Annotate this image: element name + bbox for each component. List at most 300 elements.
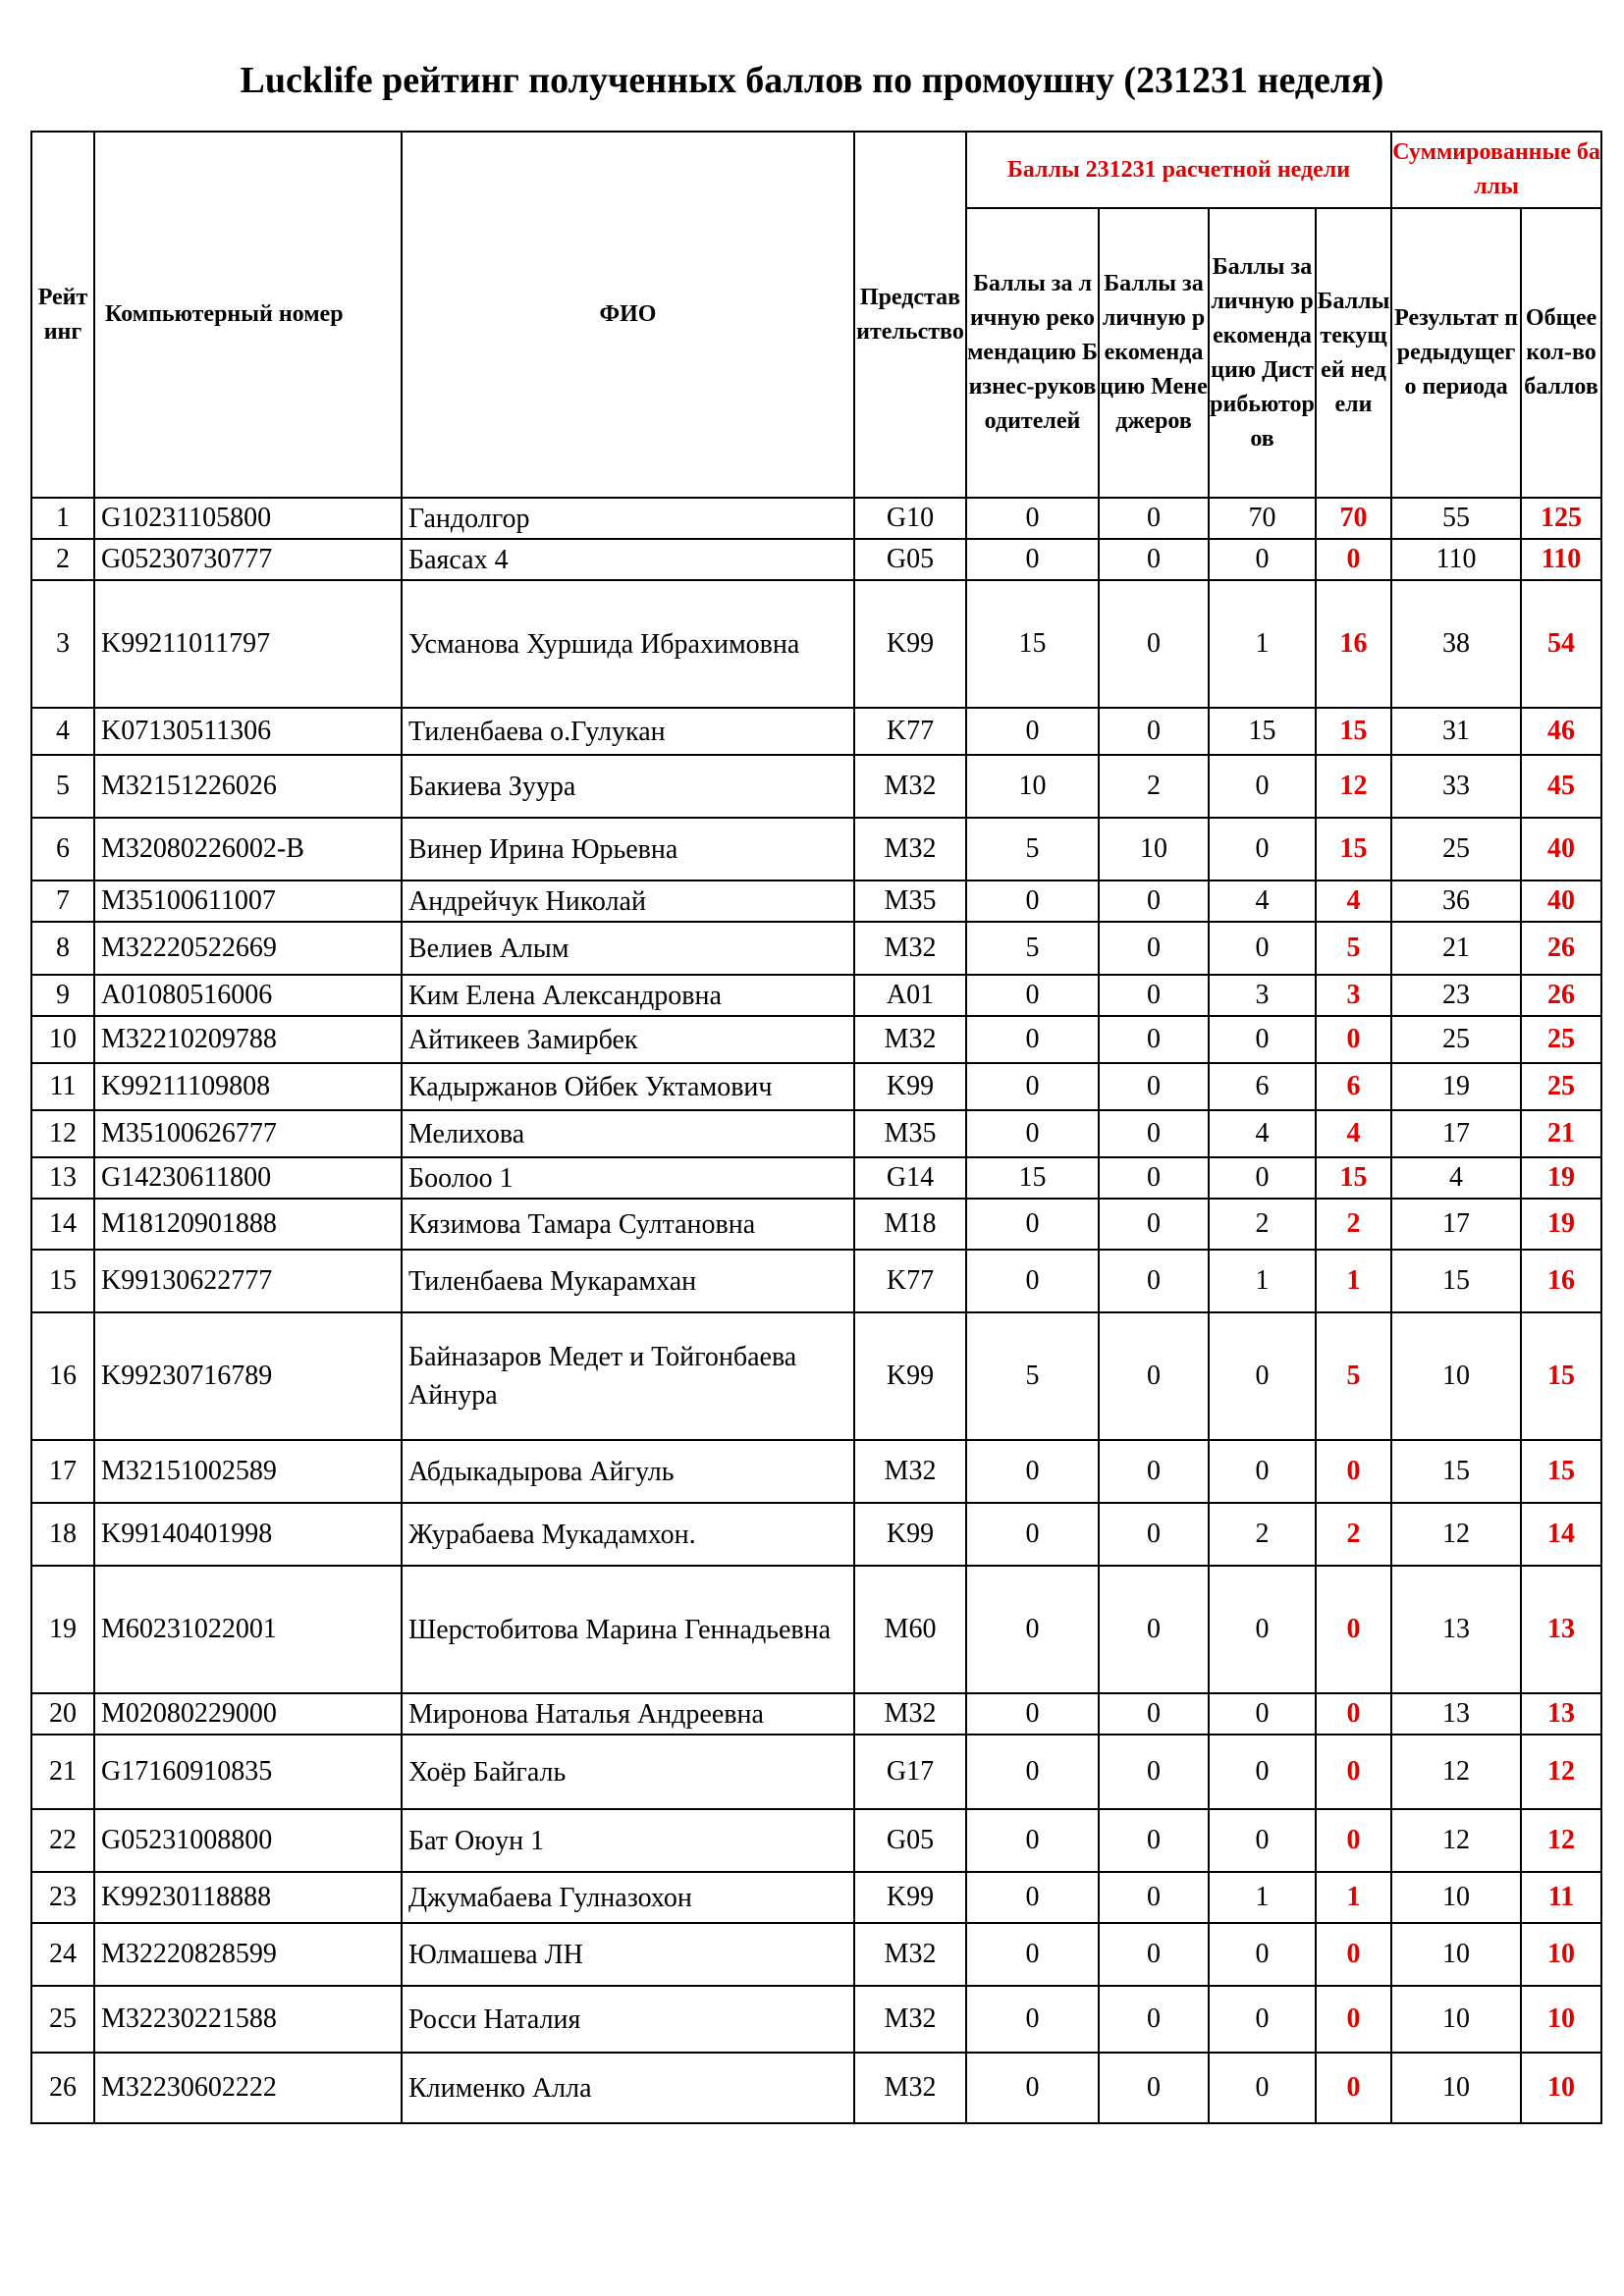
current-week-points-cell: 2 xyxy=(1316,1503,1391,1566)
total-points-cell: 21 xyxy=(1521,1110,1601,1157)
representation-cell: M32 xyxy=(854,1440,966,1503)
biz-manager-points-cell: 0 xyxy=(966,1063,1099,1110)
distributor-points-cell: 4 xyxy=(1209,1110,1316,1157)
rank-cell: 21 xyxy=(31,1735,94,1809)
current-week-points-cell: 16 xyxy=(1316,580,1391,708)
computer-number-cell: K99230716789 xyxy=(94,1312,402,1440)
representation-cell: M35 xyxy=(854,881,966,922)
computer-number-cell: K99211011797 xyxy=(94,580,402,708)
previous-period-cell: 17 xyxy=(1391,1199,1521,1250)
representation-cell: K99 xyxy=(854,1312,966,1440)
computer-number-cell: G17160910835 xyxy=(94,1735,402,1809)
table-row xyxy=(31,708,1601,755)
total-points-cell: 25 xyxy=(1521,1016,1601,1063)
distributor-points-cell: 0 xyxy=(1209,1016,1316,1063)
total-points-cell: 26 xyxy=(1521,975,1601,1016)
table-row xyxy=(31,1923,1601,1986)
fio-cell: Велиев Алым xyxy=(402,922,854,975)
table-row xyxy=(31,1503,1601,1566)
manager-points-cell: 0 xyxy=(1099,1693,1209,1735)
biz-manager-points-cell: 0 xyxy=(966,539,1099,580)
fio-cell: Байназаров Медет и Тойгонбаева Айнура xyxy=(402,1312,854,1440)
distributor-points-cell: 0 xyxy=(1209,2053,1316,2123)
rank-cell: 5 xyxy=(31,755,94,818)
representation-cell: M32 xyxy=(854,1693,966,1735)
fio-cell: Усманова Хуршида Ибрахимовна xyxy=(402,580,854,708)
rank-cell: 3 xyxy=(31,580,94,708)
previous-period-cell: 10 xyxy=(1391,1312,1521,1440)
computer-number-cell: M18120901888 xyxy=(94,1199,402,1250)
rank-cell: 24 xyxy=(31,1923,94,1986)
biz-manager-points-cell: 0 xyxy=(966,1016,1099,1063)
biz-manager-points-cell: 10 xyxy=(966,755,1099,818)
representation-cell: M32 xyxy=(854,755,966,818)
manager-points-cell: 0 xyxy=(1099,881,1209,922)
total-points-cell: 10 xyxy=(1521,2053,1601,2123)
manager-points-cell: 0 xyxy=(1099,1250,1209,1312)
fio-cell: Бат Оюун 1 xyxy=(402,1809,854,1872)
computer-number-cell: K99211109808 xyxy=(94,1063,402,1110)
rank-cell: 16 xyxy=(31,1312,94,1440)
current-week-points-cell: 5 xyxy=(1316,1312,1391,1440)
computer-number-cell: K07130511306 xyxy=(94,708,402,755)
distributor-points-cell: 2 xyxy=(1209,1199,1316,1250)
representation-cell: M18 xyxy=(854,1199,966,1250)
total-points-cell: 10 xyxy=(1521,1923,1601,1986)
representation-cell: G05 xyxy=(854,1809,966,1872)
total-points-cell: 45 xyxy=(1521,755,1601,818)
header-sum-group: Суммированные баллы xyxy=(1391,132,1601,208)
previous-period-cell: 4 xyxy=(1391,1157,1521,1199)
distributor-points-cell: 0 xyxy=(1209,1693,1316,1735)
computer-number-cell: M32230602222 xyxy=(94,2053,402,2123)
distributor-points-cell: 0 xyxy=(1209,1809,1316,1872)
current-week-points-cell: 4 xyxy=(1316,1110,1391,1157)
computer-number-cell: G10231105800 xyxy=(94,498,402,539)
fio-cell: Кязимова Тамара Султановна xyxy=(402,1199,854,1250)
rank-cell: 6 xyxy=(31,818,94,881)
rank-cell: 9 xyxy=(31,975,94,1016)
fio-cell: Гандолгор xyxy=(402,498,854,539)
header-representation: Представительство xyxy=(854,132,966,498)
biz-manager-points-cell: 15 xyxy=(966,580,1099,708)
total-points-cell: 10 xyxy=(1521,1986,1601,2053)
biz-manager-points-cell: 0 xyxy=(966,1503,1099,1566)
total-points-cell: 26 xyxy=(1521,922,1601,975)
biz-manager-points-cell: 5 xyxy=(966,1312,1099,1440)
table-row xyxy=(31,975,1601,1016)
table-row xyxy=(31,818,1601,881)
rank-cell: 8 xyxy=(31,922,94,975)
current-week-points-cell: 1 xyxy=(1316,1250,1391,1312)
computer-number-cell: M32230221588 xyxy=(94,1986,402,2053)
previous-period-cell: 33 xyxy=(1391,755,1521,818)
representation-cell: M35 xyxy=(854,1110,966,1157)
total-points-cell: 15 xyxy=(1521,1440,1601,1503)
distributor-points-cell: 0 xyxy=(1209,818,1316,881)
rank-cell: 11 xyxy=(31,1063,94,1110)
fio-cell: Мелихова xyxy=(402,1110,854,1157)
manager-points-cell: 0 xyxy=(1099,498,1209,539)
computer-number-cell: G05230730777 xyxy=(94,539,402,580)
representation-cell: M32 xyxy=(854,1986,966,2053)
table-row xyxy=(31,1809,1601,1872)
distributor-points-cell: 15 xyxy=(1209,708,1316,755)
fio-cell: Миронова Наталья Андреевна xyxy=(402,1693,854,1735)
current-week-points-cell: 4 xyxy=(1316,881,1391,922)
table-row xyxy=(31,1986,1601,2053)
current-week-points-cell: 0 xyxy=(1316,1735,1391,1809)
biz-manager-points-cell: 0 xyxy=(966,881,1099,922)
total-points-cell: 40 xyxy=(1521,818,1601,881)
table-row xyxy=(31,2053,1601,2123)
current-week-points-cell: 0 xyxy=(1316,1016,1391,1063)
distributor-points-cell: 0 xyxy=(1209,1312,1316,1440)
total-points-cell: 12 xyxy=(1521,1809,1601,1872)
total-points-cell: 16 xyxy=(1521,1250,1601,1312)
biz-manager-points-cell: 0 xyxy=(966,1809,1099,1872)
current-week-points-cell: 12 xyxy=(1316,755,1391,818)
manager-points-cell: 0 xyxy=(1099,975,1209,1016)
manager-points-cell: 0 xyxy=(1099,1063,1209,1110)
manager-points-cell: 0 xyxy=(1099,1566,1209,1693)
total-points-cell: 19 xyxy=(1521,1157,1601,1199)
representation-cell: K99 xyxy=(854,1503,966,1566)
previous-period-cell: 36 xyxy=(1391,881,1521,922)
rank-cell: 15 xyxy=(31,1250,94,1312)
representation-cell: K99 xyxy=(854,1063,966,1110)
distributor-points-cell: 1 xyxy=(1209,1872,1316,1923)
fio-cell: Журабаева Мукадамхон. xyxy=(402,1503,854,1566)
table-row xyxy=(31,1693,1601,1735)
previous-period-cell: 12 xyxy=(1391,1503,1521,1566)
manager-points-cell: 0 xyxy=(1099,1986,1209,2053)
rank-cell: 22 xyxy=(31,1809,94,1872)
computer-number-cell: M60231022001 xyxy=(94,1566,402,1693)
distributor-points-cell: 1 xyxy=(1209,580,1316,708)
biz-manager-points-cell: 15 xyxy=(966,1157,1099,1199)
previous-period-cell: 12 xyxy=(1391,1809,1521,1872)
previous-period-cell: 23 xyxy=(1391,975,1521,1016)
total-points-cell: 11 xyxy=(1521,1872,1601,1923)
previous-period-cell: 38 xyxy=(1391,580,1521,708)
biz-manager-points-cell: 0 xyxy=(966,1250,1099,1312)
current-week-points-cell: 3 xyxy=(1316,975,1391,1016)
header-biz-manager-points: Баллы за личную рекомендацию Бизнес-руководителей xyxy=(966,208,1099,498)
distributor-points-cell: 0 xyxy=(1209,1923,1316,1986)
table-row xyxy=(31,1063,1601,1110)
previous-period-cell: 15 xyxy=(1391,1440,1521,1503)
manager-points-cell: 2 xyxy=(1099,755,1209,818)
rank-cell: 20 xyxy=(31,1693,94,1735)
representation-cell: M32 xyxy=(854,1923,966,1986)
rank-cell: 12 xyxy=(31,1110,94,1157)
distributor-points-cell: 70 xyxy=(1209,498,1316,539)
document-title: Lucklife рейтинг полученных баллов по промоушну (231231 неделя) xyxy=(240,60,1384,101)
distributor-points-cell: 3 xyxy=(1209,975,1316,1016)
biz-manager-points-cell: 0 xyxy=(966,1923,1099,1986)
biz-manager-points-cell: 0 xyxy=(966,1566,1099,1693)
header-current-week-points: Баллы текущей недели xyxy=(1316,208,1391,498)
fio-cell: Винер Ирина Юрьевна xyxy=(402,818,854,881)
representation-cell: K99 xyxy=(854,1872,966,1923)
total-points-cell: 13 xyxy=(1521,1566,1601,1693)
manager-points-cell: 0 xyxy=(1099,1923,1209,1986)
total-points-cell: 110 xyxy=(1521,539,1601,580)
total-points-cell: 25 xyxy=(1521,1063,1601,1110)
distributor-points-cell: 4 xyxy=(1209,881,1316,922)
biz-manager-points-cell: 0 xyxy=(966,1872,1099,1923)
manager-points-cell: 0 xyxy=(1099,1503,1209,1566)
table-row xyxy=(31,1250,1601,1312)
manager-points-cell: 0 xyxy=(1099,539,1209,580)
manager-points-cell: 0 xyxy=(1099,1872,1209,1923)
previous-period-cell: 19 xyxy=(1391,1063,1521,1110)
representation-cell: M32 xyxy=(854,922,966,975)
fio-cell: Баясах 4 xyxy=(402,539,854,580)
rank-cell: 10 xyxy=(31,1016,94,1063)
distributor-points-cell: 0 xyxy=(1209,1986,1316,2053)
header-row-group xyxy=(31,132,1601,208)
representation-cell: K77 xyxy=(854,1250,966,1312)
table-row xyxy=(31,1157,1601,1199)
fio-cell: Ким Елена Александровна xyxy=(402,975,854,1016)
current-week-points-cell: 5 xyxy=(1316,922,1391,975)
fio-cell: Джумабаева Гулназохон xyxy=(402,1872,854,1923)
table-row xyxy=(31,881,1601,922)
fio-cell: Юлмашева ЛН xyxy=(402,1923,854,1986)
previous-period-cell: 12 xyxy=(1391,1735,1521,1809)
manager-points-cell: 0 xyxy=(1099,1199,1209,1250)
fio-cell: Хоёр Байгаль xyxy=(402,1735,854,1809)
table-row xyxy=(31,1199,1601,1250)
biz-manager-points-cell: 0 xyxy=(966,1110,1099,1157)
biz-manager-points-cell: 0 xyxy=(966,1986,1099,2053)
current-week-points-cell: 0 xyxy=(1316,1566,1391,1693)
table-body xyxy=(31,498,1601,2123)
computer-number-cell: K99140401998 xyxy=(94,1503,402,1566)
previous-period-cell: 17 xyxy=(1391,1110,1521,1157)
rank-cell: 26 xyxy=(31,2053,94,2123)
fio-cell: Кадыржанов Ойбек Уктамович xyxy=(402,1063,854,1110)
computer-number-cell: K99130622777 xyxy=(94,1250,402,1312)
previous-period-cell: 10 xyxy=(1391,1986,1521,2053)
previous-period-cell: 25 xyxy=(1391,1016,1521,1063)
table-row xyxy=(31,498,1601,539)
current-week-points-cell: 0 xyxy=(1316,539,1391,580)
fio-cell: Боолоо 1 xyxy=(402,1157,854,1199)
table-row xyxy=(31,755,1601,818)
computer-number-cell: M32220522669 xyxy=(94,922,402,975)
table-row xyxy=(31,1440,1601,1503)
representation-cell: G05 xyxy=(854,539,966,580)
fio-cell: Айтикеев Замирбек xyxy=(402,1016,854,1063)
header-week-group: Баллы 231231 расчетной недели xyxy=(966,132,1391,208)
total-points-cell: 19 xyxy=(1521,1199,1601,1250)
biz-manager-points-cell: 0 xyxy=(966,2053,1099,2123)
representation-cell: M32 xyxy=(854,2053,966,2123)
table-row xyxy=(31,1872,1601,1923)
manager-points-cell: 0 xyxy=(1099,1016,1209,1063)
rank-cell: 23 xyxy=(31,1872,94,1923)
computer-number-cell: K99230118888 xyxy=(94,1872,402,1923)
previous-period-cell: 15 xyxy=(1391,1250,1521,1312)
previous-period-cell: 21 xyxy=(1391,922,1521,975)
header-computer-number: Компьютерный номер xyxy=(94,132,402,498)
fio-cell: Тиленбаева Мукарамхан xyxy=(402,1250,854,1312)
total-points-cell: 40 xyxy=(1521,881,1601,922)
biz-manager-points-cell: 0 xyxy=(966,1199,1099,1250)
manager-points-cell: 0 xyxy=(1099,1312,1209,1440)
computer-number-cell: M32210209788 xyxy=(94,1016,402,1063)
rank-cell: 13 xyxy=(31,1157,94,1199)
representation-cell: G17 xyxy=(854,1735,966,1809)
previous-period-cell: 13 xyxy=(1391,1693,1521,1735)
computer-number-cell: M35100611007 xyxy=(94,881,402,922)
table-row xyxy=(31,539,1601,580)
table-row xyxy=(31,1735,1601,1809)
fio-cell: Бакиева Зуура xyxy=(402,755,854,818)
rank-cell: 17 xyxy=(31,1440,94,1503)
previous-period-cell: 25 xyxy=(1391,818,1521,881)
table-row xyxy=(31,1110,1601,1157)
table-row xyxy=(31,1566,1601,1693)
rank-cell: 2 xyxy=(31,539,94,580)
current-week-points-cell: 0 xyxy=(1316,1693,1391,1735)
distributor-points-cell: 0 xyxy=(1209,1566,1316,1693)
current-week-points-cell: 15 xyxy=(1316,708,1391,755)
previous-period-cell: 13 xyxy=(1391,1566,1521,1693)
header-total-points: Общее кол-во баллов xyxy=(1521,208,1601,498)
table-row xyxy=(31,580,1601,708)
representation-cell: K77 xyxy=(854,708,966,755)
table-row xyxy=(31,1016,1601,1063)
fio-cell: Росси Наталия xyxy=(402,1986,854,2053)
header-previous-period: Результат предыдущего периода xyxy=(1391,208,1521,498)
computer-number-cell: M32080226002-B xyxy=(94,818,402,881)
distributor-points-cell: 6 xyxy=(1209,1063,1316,1110)
current-week-points-cell: 0 xyxy=(1316,2053,1391,2123)
previous-period-cell: 31 xyxy=(1391,708,1521,755)
representation-cell: M32 xyxy=(854,1016,966,1063)
manager-points-cell: 0 xyxy=(1099,1809,1209,1872)
fio-cell: Андрейчук Николай xyxy=(402,881,854,922)
computer-number-cell: A01080516006 xyxy=(94,975,402,1016)
rank-cell: 7 xyxy=(31,881,94,922)
manager-points-cell: 0 xyxy=(1099,2053,1209,2123)
distributor-points-cell: 0 xyxy=(1209,539,1316,580)
biz-manager-points-cell: 5 xyxy=(966,818,1099,881)
manager-points-cell: 0 xyxy=(1099,708,1209,755)
representation-cell: K99 xyxy=(854,580,966,708)
computer-number-cell: M35100626777 xyxy=(94,1110,402,1157)
total-points-cell: 14 xyxy=(1521,1503,1601,1566)
manager-points-cell: 0 xyxy=(1099,922,1209,975)
rank-cell: 18 xyxy=(31,1503,94,1566)
computer-number-cell: M32151226026 xyxy=(94,755,402,818)
representation-cell: G10 xyxy=(854,498,966,539)
previous-period-cell: 10 xyxy=(1391,1872,1521,1923)
header-fio: ФИО xyxy=(402,132,854,498)
computer-number-cell: G05231008800 xyxy=(94,1809,402,1872)
manager-points-cell: 0 xyxy=(1099,580,1209,708)
computer-number-cell: G14230611800 xyxy=(94,1157,402,1199)
previous-period-cell: 110 xyxy=(1391,539,1521,580)
total-points-cell: 13 xyxy=(1521,1693,1601,1735)
header-distributor-points: Баллы за личную рекомендацию Дистрибьюторов xyxy=(1209,208,1316,498)
current-week-points-cell: 0 xyxy=(1316,1809,1391,1872)
current-week-points-cell: 15 xyxy=(1316,1157,1391,1199)
total-points-cell: 46 xyxy=(1521,708,1601,755)
total-points-cell: 15 xyxy=(1521,1312,1601,1440)
rank-cell: 1 xyxy=(31,498,94,539)
distributor-points-cell: 1 xyxy=(1209,1250,1316,1312)
biz-manager-points-cell: 5 xyxy=(966,922,1099,975)
rating-table xyxy=(30,131,1602,2124)
distributor-points-cell: 0 xyxy=(1209,1735,1316,1809)
biz-manager-points-cell: 0 xyxy=(966,1693,1099,1735)
manager-points-cell: 0 xyxy=(1099,1110,1209,1157)
previous-period-cell: 10 xyxy=(1391,2053,1521,2123)
manager-points-cell: 0 xyxy=(1099,1440,1209,1503)
rank-cell: 19 xyxy=(31,1566,94,1693)
header-rank: Рейтинг xyxy=(31,132,94,498)
computer-number-cell: M32151002589 xyxy=(94,1440,402,1503)
computer-number-cell: M32220828599 xyxy=(94,1923,402,1986)
table-row xyxy=(31,922,1601,975)
header-manager-points: Баллы за личную рекомендацию Менеджеров xyxy=(1099,208,1209,498)
rank-cell: 14 xyxy=(31,1199,94,1250)
biz-manager-points-cell: 0 xyxy=(966,708,1099,755)
previous-period-cell: 55 xyxy=(1391,498,1521,539)
current-week-points-cell: 6 xyxy=(1316,1063,1391,1110)
representation-cell: A01 xyxy=(854,975,966,1016)
biz-manager-points-cell: 0 xyxy=(966,1440,1099,1503)
distributor-points-cell: 0 xyxy=(1209,922,1316,975)
manager-points-cell: 0 xyxy=(1099,1735,1209,1809)
distributor-points-cell: 0 xyxy=(1209,1440,1316,1503)
table-row xyxy=(31,1312,1601,1440)
previous-period-cell: 10 xyxy=(1391,1923,1521,1986)
distributor-points-cell: 2 xyxy=(1209,1503,1316,1566)
biz-manager-points-cell: 0 xyxy=(966,1735,1099,1809)
current-week-points-cell: 2 xyxy=(1316,1199,1391,1250)
biz-manager-points-cell: 0 xyxy=(966,975,1099,1016)
current-week-points-cell: 0 xyxy=(1316,1440,1391,1503)
current-week-points-cell: 1 xyxy=(1316,1872,1391,1923)
manager-points-cell: 10 xyxy=(1099,818,1209,881)
current-week-points-cell: 0 xyxy=(1316,1986,1391,2053)
current-week-points-cell: 70 xyxy=(1316,498,1391,539)
distributor-points-cell: 0 xyxy=(1209,755,1316,818)
representation-cell: M32 xyxy=(854,818,966,881)
representation-cell: G14 xyxy=(854,1157,966,1199)
computer-number-cell: M02080229000 xyxy=(94,1693,402,1735)
fio-cell: Тиленбаева о.Гулукан xyxy=(402,708,854,755)
fio-cell: Клименко Алла xyxy=(402,2053,854,2123)
distributor-points-cell: 0 xyxy=(1209,1157,1316,1199)
representation-cell: M60 xyxy=(854,1566,966,1693)
rank-cell: 25 xyxy=(31,1986,94,2053)
total-points-cell: 12 xyxy=(1521,1735,1601,1809)
fio-cell: Шерстобитова Марина Геннадьевна xyxy=(402,1566,854,1693)
current-week-points-cell: 15 xyxy=(1316,818,1391,881)
biz-manager-points-cell: 0 xyxy=(966,498,1099,539)
rank-cell: 4 xyxy=(31,708,94,755)
manager-points-cell: 0 xyxy=(1099,1157,1209,1199)
total-points-cell: 125 xyxy=(1521,498,1601,539)
current-week-points-cell: 0 xyxy=(1316,1923,1391,1986)
